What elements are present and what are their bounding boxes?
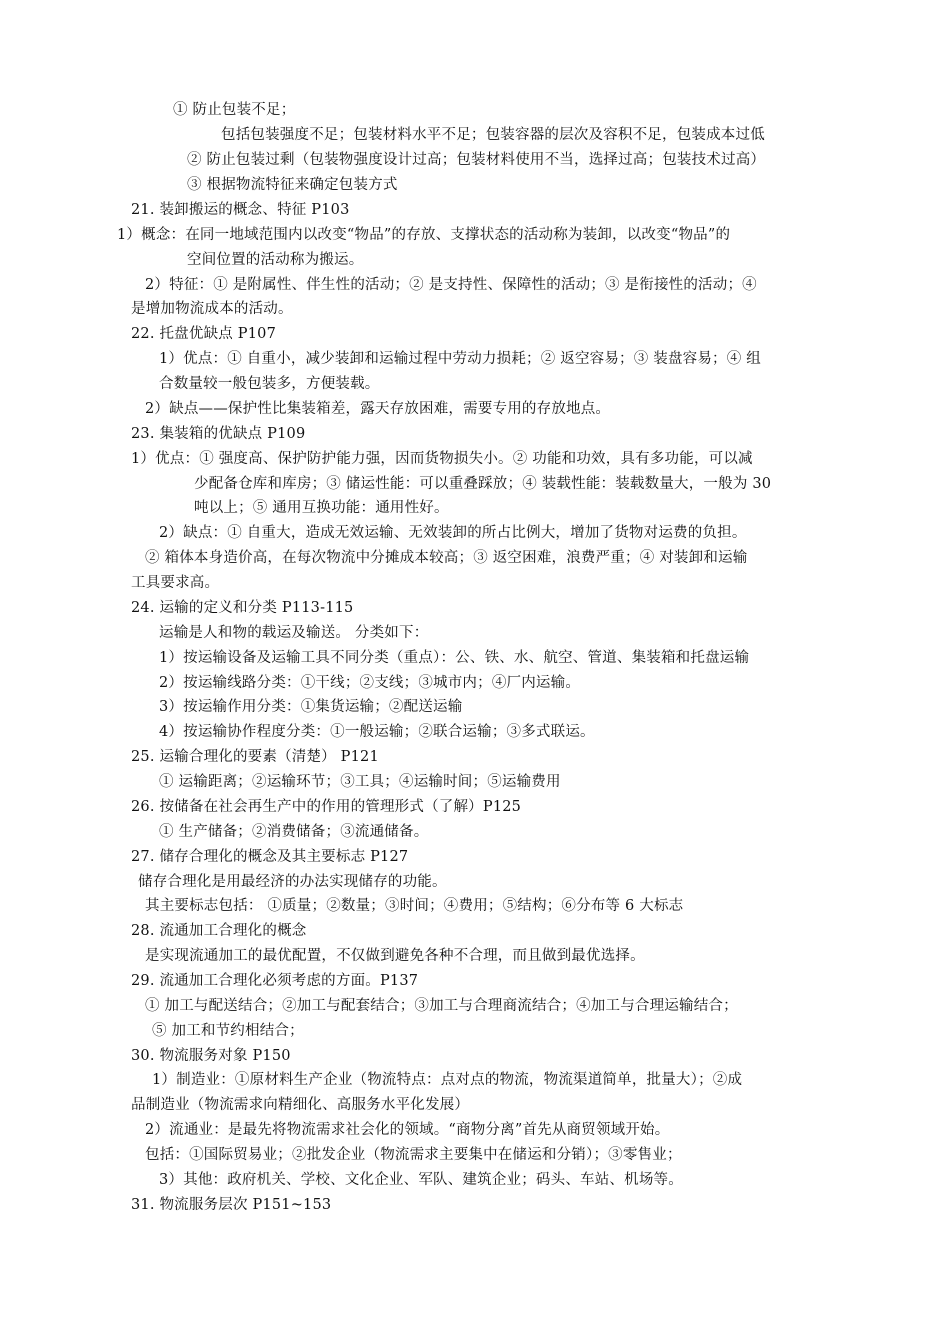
- text-line: ② 防止包装过剩（包装物强度设计过高；包装材料使用不当，选择过高；包装技术过高）: [187, 152, 766, 168]
- text-line: 2）缺点：① 自重大，造成无效运输、无效装卸的所占比例大，增加了货物对运费的负担。: [159, 525, 747, 541]
- text-line: 3）按运输作用分类：①集货运输；②配送运输: [159, 699, 463, 715]
- text-line: ① 防止包装不足；: [173, 102, 296, 118]
- section-heading: 28. 流通加工合理化的概念: [131, 923, 307, 939]
- text-line: 其主要标志包括： ①质量；②数量；③时间；④费用；⑤结构；⑥分布等 6 大标志: [145, 898, 684, 914]
- text-line: 1）概念：在同一地域范围内以改变“物品”的存放、支撑状态的活动称为装卸，以改变“物品”的: [117, 227, 731, 243]
- text-line: ③ 根据物流特征来确定包装方式: [187, 177, 398, 193]
- text-line: 运输是人和物的载运及输送。 分类如下：: [159, 625, 429, 641]
- section-heading: 23. 集装箱的优缺点 P109: [131, 426, 306, 442]
- text-line: 1）制造业：①原材料生产企业（物流特点：点对点的物流，物流渠道简单，批量大）；②成: [152, 1072, 743, 1088]
- text-line: 2）特征：① 是附属性、伴生性的活动；② 是支持性、保障性的活动；③ 是衔接性的活动；④: [145, 277, 757, 293]
- text-line: 3）其他：政府机关、学校、文化企业、军队、建筑企业；码头、车站、机场等。: [159, 1172, 683, 1188]
- text-line: 1）优点：① 自重小，减少装卸和运输过程中劳动力损耗；② 返空容易；③ 装盘容易；④ 组: [159, 351, 761, 367]
- text-line: ① 运输距离；②运输环节；③工具；④运输时间；⑤运输费用: [159, 774, 561, 790]
- text-line: 少配备仓库和库房；③ 储运性能：可以重叠踩放；④ 装载性能：装载数量大，一般为 30: [194, 476, 772, 492]
- section-heading: 25. 运输合理化的要素（清楚） P121: [131, 749, 379, 765]
- section-heading: 21. 装卸搬运的概念、特征 P103: [131, 202, 350, 218]
- text-line: ⑤ 加工和节约相结合；: [152, 1023, 304, 1039]
- text-line: 是增加物流成本的活动。: [131, 301, 293, 317]
- text-line: 工具要求高。: [131, 575, 220, 591]
- text-line: 品制造业（物流需求向精细化、高服务水平化发展）: [131, 1097, 470, 1113]
- text-line: 1）按运输设备及运输工具不同分类（重点）：公、铁、水、航空、管道、集装箱和托盘运输: [159, 650, 750, 666]
- section-heading: 24. 运输的定义和分类 P113-115: [131, 600, 354, 616]
- text-line: 合数量较一般包装多，方便装载。: [159, 376, 380, 392]
- text-line: 包括包装强度不足；包装材料水平不足；包装容器的层次及容积不足，包装成本过低: [221, 127, 765, 143]
- text-line: 2）缺点——保护性比集装箱差，露天存放困难，需要专用的存放地点。: [145, 401, 611, 417]
- section-heading: 30. 物流服务对象 P150: [131, 1048, 291, 1064]
- section-heading: 22. 托盘优缺点 P107: [131, 326, 277, 342]
- section-heading: 29. 流通加工合理化必须考虑的方面。P137: [131, 973, 419, 989]
- text-line: ① 加工与配送结合；②加工与配套结合；③加工与合理商流结合；④加工与合理运输结合；: [145, 998, 738, 1014]
- text-line: 吨以上；⑤ 通用互换功能：通用性好。: [194, 500, 449, 516]
- section-heading: 31. 物流服务层次 P151~153: [131, 1197, 332, 1213]
- text-line: ① 生产储备；②消费储备；③流通储备。: [159, 824, 429, 840]
- section-heading: 27. 储存合理化的概念及其主要标志 P127: [131, 849, 409, 865]
- text-line: 储存合理化是用最经济的办法实现储存的功能。: [138, 874, 447, 890]
- text-line: 空间位置的活动称为搬运。: [187, 252, 364, 268]
- text-line: 1）优点：① 强度高、保护防护能力强，因而货物损失小。② 功能和功效，具有多功能，可以减: [131, 451, 753, 467]
- text-line: ② 箱体本身造价高，在每次物流中分摊成本较高；③ 返空困难，浪费严重；④ 对装卸和运输: [145, 550, 748, 566]
- text-line: 4）按运输协作程度分类：①一般运输；②联合运输；③多式联运。: [159, 724, 595, 740]
- text-line: 是实现流通加工的最优配置，不仅做到避免各种不合理，而且做到最优选择。: [145, 948, 645, 964]
- text-line: 2）流通业：是最先将物流需求社会化的领域。“商物分离”首先从商贸领域开始。: [145, 1122, 670, 1138]
- text-line: 包括：①国际贸易业；②批发企业（物流需求主要集中在储运和分销）；③零售业；: [145, 1147, 682, 1163]
- section-heading: 26. 按储备在社会再生产中的作用的管理形式（了解）P125: [131, 799, 522, 815]
- text-line: 2）按运输线路分类：①干线；②支线；③城市内；④厂内运输。: [159, 675, 581, 691]
